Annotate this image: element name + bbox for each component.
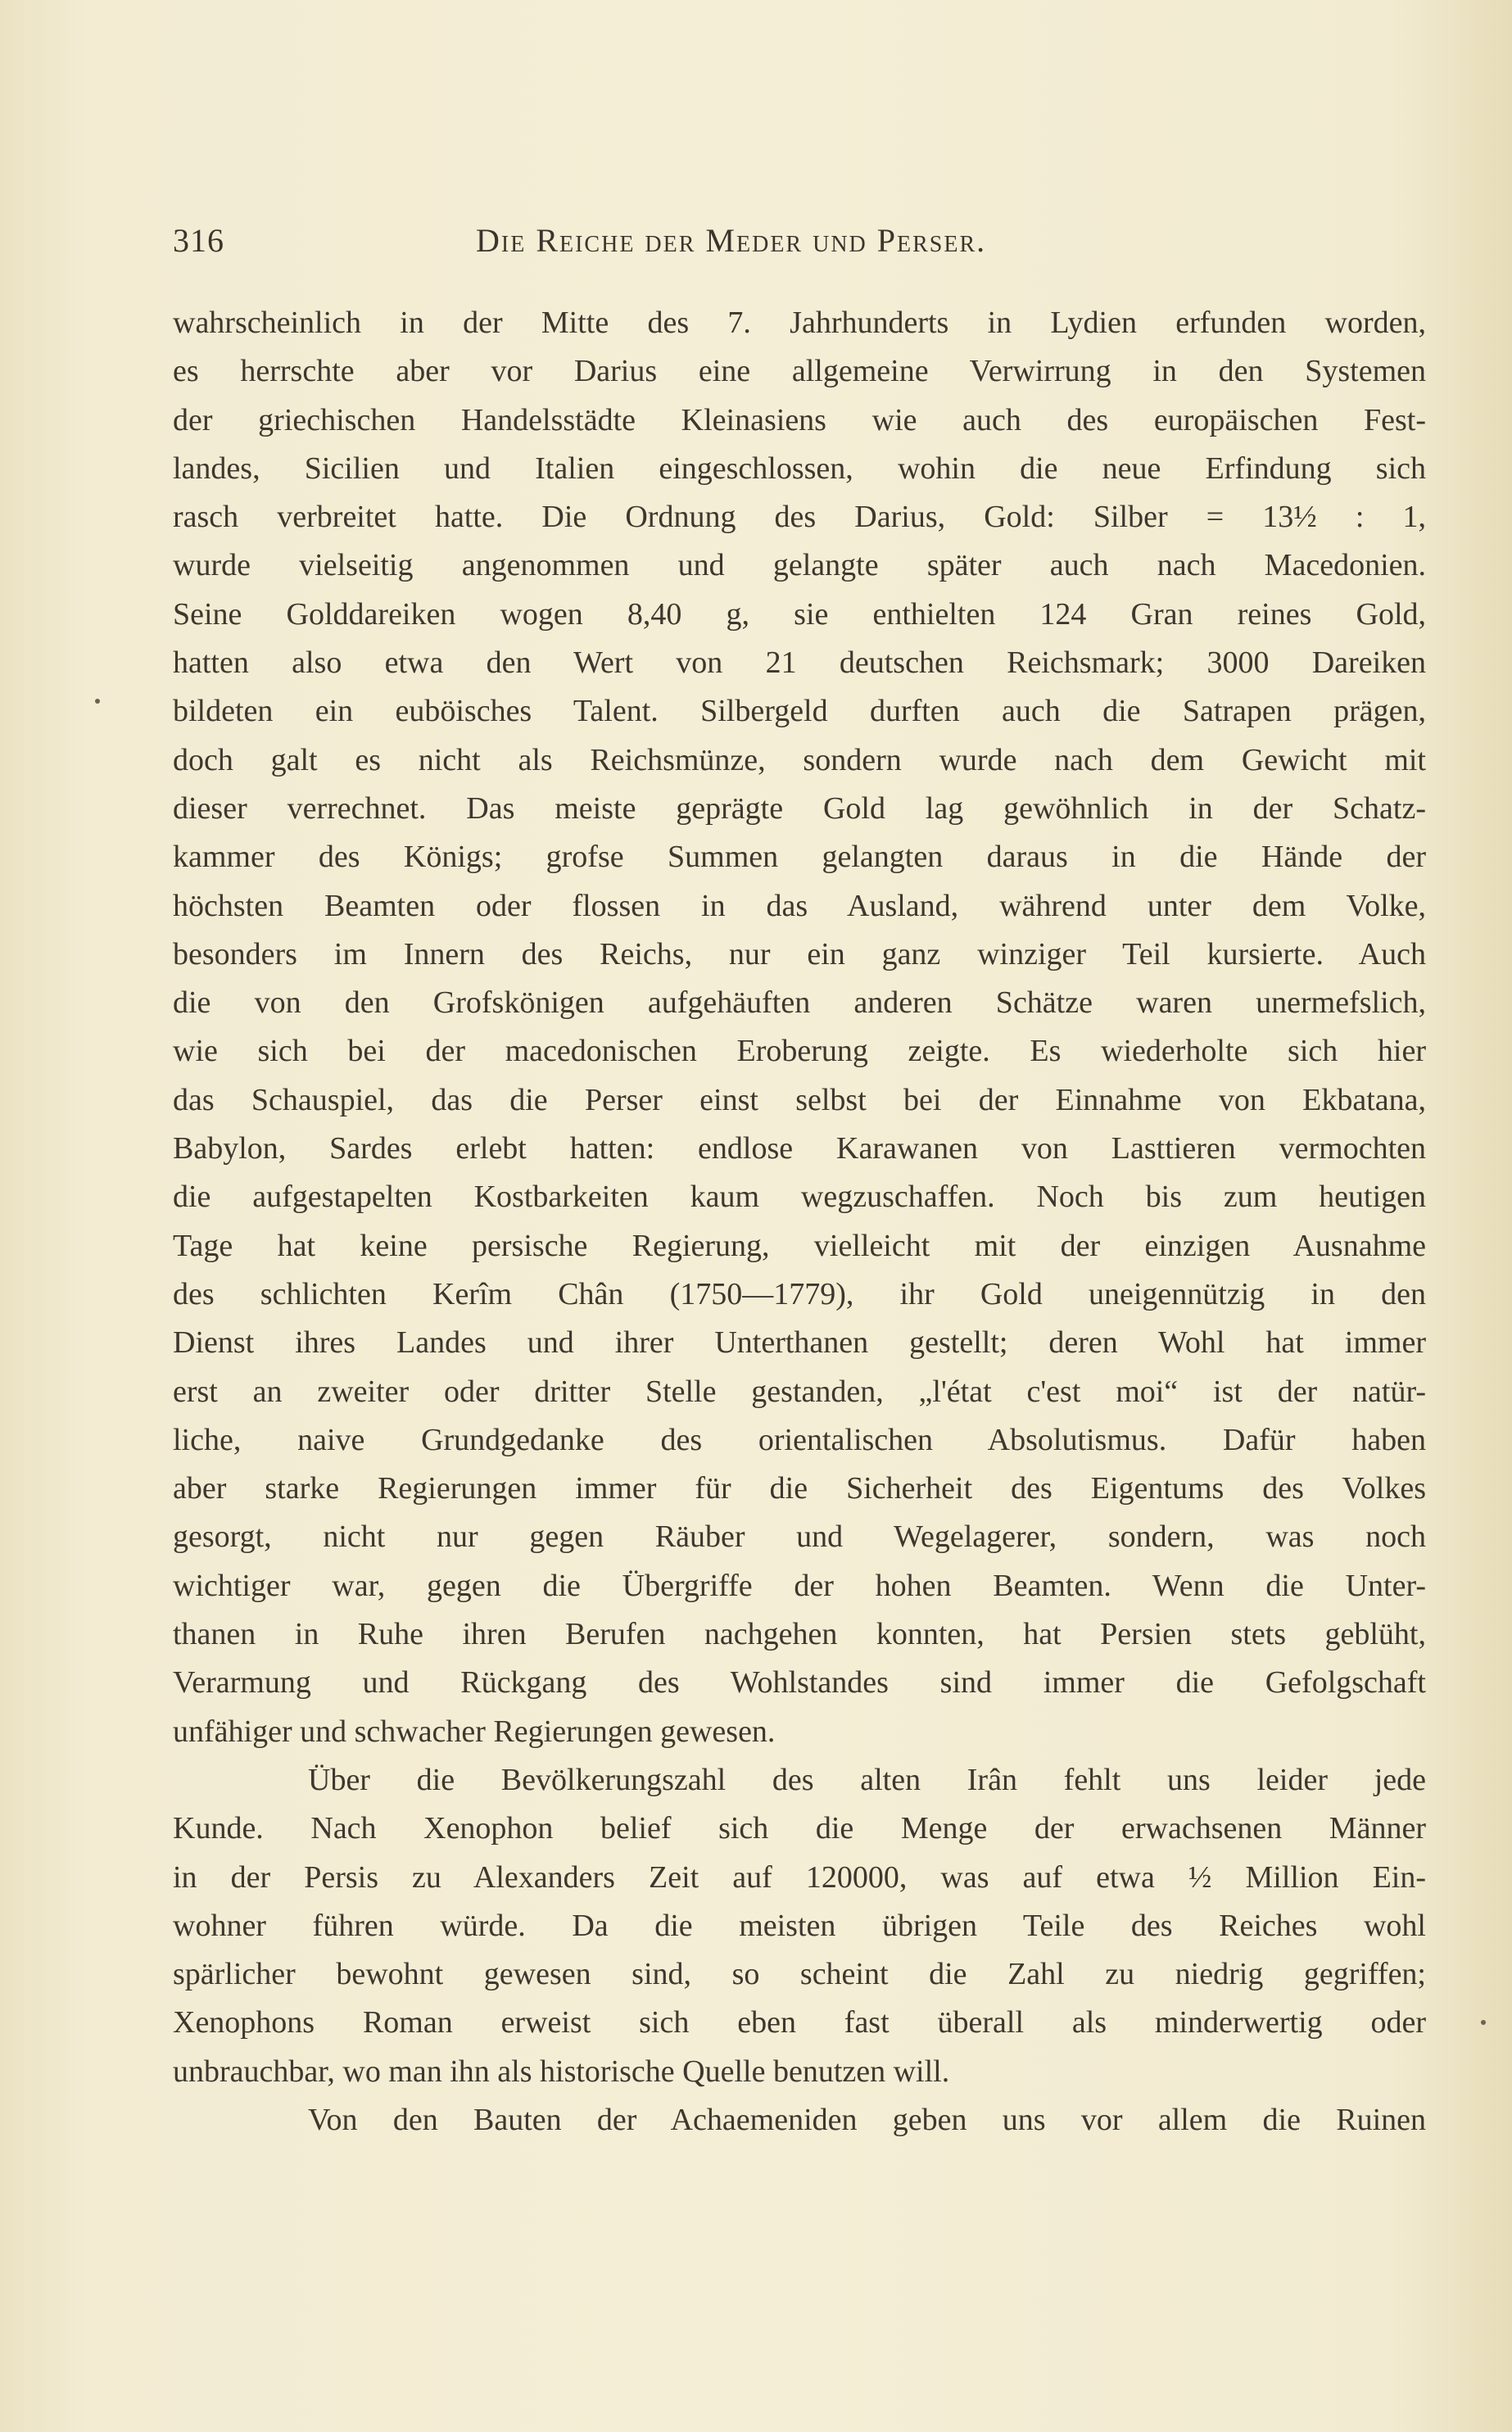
text-line: gesorgt, nicht nur gegen Räuber und Wegelagerer, sondern, was noch: [173, 1519, 1426, 1555]
body-text: [173, 299, 1426, 2144]
text-line: wie sich bei der macedonischen Eroberung zeigte. Es wiederholte sich hier: [173, 1034, 1426, 1069]
text-line: thanen in Ruhe ihren Berufen nachgehen konnten, hat Persien stets geblüht,: [173, 1617, 1426, 1652]
text-line: die von den Grofskönigen aufgehäuften anderen Schätze waren unermefslich,: [173, 985, 1426, 1021]
text-line: in der Persis zu Alexanders Zeit auf 120000, was auf etwa ½ Million Ein-: [173, 1859, 1426, 1895]
text-line: des schlichten Kerîm Chân (1750—1779), ihr Gold uneigennützig in den: [173, 1276, 1426, 1311]
text-line: Tage hat keine persische Regierung, vielleicht mit der einzigen Ausnahme: [173, 1228, 1426, 1263]
paper-speck: [1481, 2020, 1486, 2025]
text-line: Verarmung und Rückgang des Wohlstandes sind immer die Gefolgschaft: [173, 1665, 1426, 1701]
text-line: der griechischen Handelsstädte Kleinasiens wie auch des europäischen Fest-: [173, 402, 1426, 437]
text-line: aber starke Regierungen immer für die Sicherheit des Eigentums des Volkes: [173, 1471, 1426, 1506]
text-line: Dienst ihres Landes und ihrer Unterthanen gestellt; deren Wohl hat immer: [173, 1325, 1426, 1361]
text-line: Xenophons Roman erweist sich eben fast überall als minderwertig oder: [173, 2005, 1426, 2040]
page-header: [173, 221, 1123, 270]
text-line: Seine Golddareiken wogen 8,40 g, sie enthielten 124 Gran reines Gold,: [173, 596, 1426, 632]
text-line: wichtiger war, gegen die Übergriffe der hohen Beamten. Wenn die Unter-: [173, 1568, 1426, 1603]
text-line: wahrscheinlich in der Mitte des 7. Jahrhunderts in Lydien erfunden worden,: [173, 306, 1426, 340]
text-line: die aufgestapelten Kostbarkeiten kaum wegzuschaffen. Noch bis zum heutigen: [173, 1180, 1426, 1215]
text-line: landes, Sicilien und Italien eingeschlossen, wohin die neue Erfindung sich: [173, 451, 1426, 486]
text-line: Kunde. Nach Xenophon belief sich die Menge der erwachsenen Männer: [173, 1811, 1426, 1846]
text-line: höchsten Beamten oder flossen in das Ausland, während unter dem Volke,: [173, 888, 1426, 923]
text-line: doch galt es nicht als Reichsmünze, sondern wurde nach dem Gewicht mit: [173, 742, 1426, 777]
text-line: spärlicher bewohnt gewesen sind, so scheint die Zahl zu niedrig gegriffen;: [173, 1957, 1426, 1992]
text-line: unbrauchbar, wo man ihn als historische Quelle benutzen will.: [173, 2054, 950, 2089]
text-line: Über die Bevölkerungszahl des alten Irân fehlt uns leider jede: [308, 1762, 1426, 1797]
text-line: rasch verbreitet hatte. Die Ordnung des Darius, Gold: Silber = 13½ : 1,: [173, 500, 1426, 535]
text-line: Von den Bauten der Achaemeniden geben uns vor allem die Ruinen: [308, 2102, 1426, 2137]
text-line: wohner führen würde. Da die meisten übrigen Teile des Reiches wohl: [173, 1908, 1426, 1943]
page-number: 316: [173, 222, 224, 259]
text-line: es herrschte aber vor Darius eine allgemeine Verwirrung in den Systemen: [173, 354, 1426, 389]
text-line: liche, naive Grundgedanke des orientalischen Absolutismus. Dafür haben: [173, 1422, 1426, 1457]
text-line: hatten also etwa den Wert von 21 deutschen Reichsmark; 3000 Dareiken: [173, 645, 1426, 681]
text-line: kammer des Königs; grofse Summen gelangten daraus in die Hände der: [173, 840, 1426, 875]
text-line: erst an zweiter oder dritter Stelle gestanden, „l'état c'est moi“ ist der natür-: [173, 1374, 1426, 1409]
text-line: besonders im Innern des Reichs, nur ein ganz winziger Teil kursierte. Auch: [173, 936, 1426, 971]
paper-speck: [95, 699, 100, 704]
text-line: wurde vielseitig angenommen und gelangte später auch nach Macedonien.: [173, 548, 1426, 583]
text-line: das Schauspiel, das die Perser einst selbst bei der Einnahme von Ekbatana,: [173, 1082, 1426, 1117]
text-line: dieser verrechnet. Das meiste geprägte Gold lag gewöhnlich in der Schatz-: [173, 790, 1426, 826]
text-line: bildeten ein euböisches Talent. Silbergeld durften auch die Satrapen prägen,: [173, 694, 1426, 729]
text-line: unfähiger und schwacher Regierungen gewesen.: [173, 1714, 776, 1749]
running-title: Die Reiche der Meder und Perser.: [476, 222, 987, 259]
text-line: Babylon, Sardes erlebt hatten: endlose Karawanen von Lasttieren vermochten: [173, 1131, 1426, 1166]
